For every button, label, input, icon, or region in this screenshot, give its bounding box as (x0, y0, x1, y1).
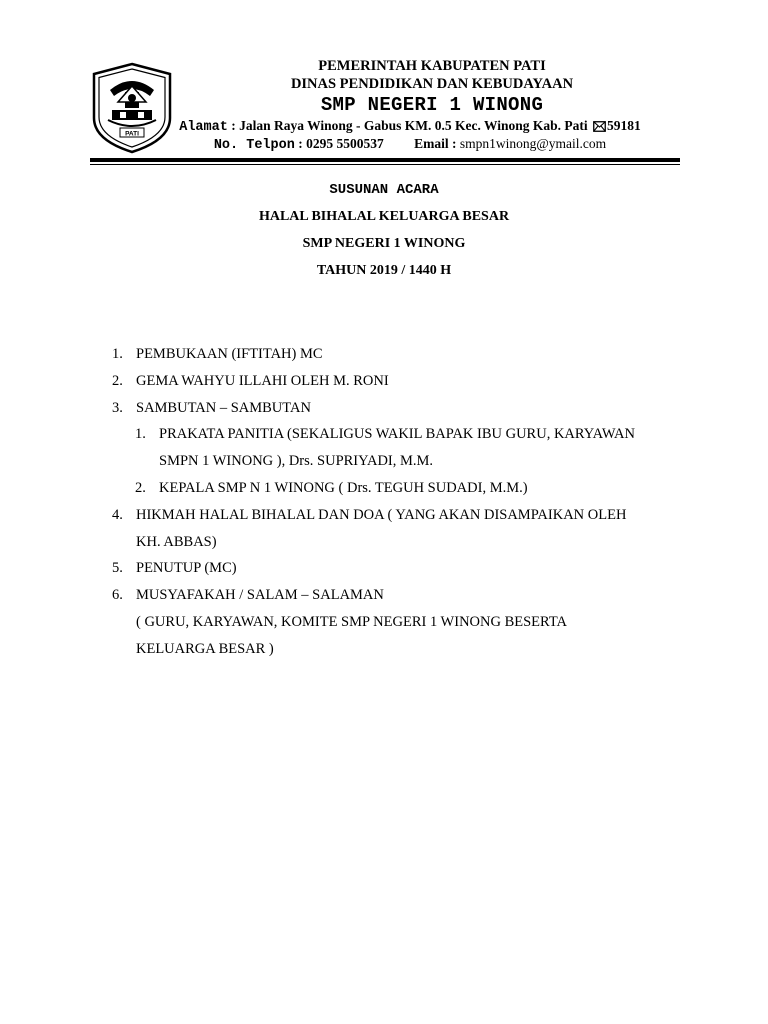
agenda-item-text: HIKMAH HALAL BIHALAL DAN DOA ( YANG AKAN DISAMPAIKAN OLEH (136, 506, 627, 523)
agenda-item-continuation (112, 636, 692, 663)
letterhead-department: DINAS PENDIDIKAN DAN KEBUDAYAAN (290, 76, 574, 92)
letterhead-contact: No. Telpon : 0295 5500537 Email : smpn1winong@ymail.com (213, 136, 607, 153)
agenda-list (112, 341, 692, 663)
agenda-item-number: 1. (112, 346, 123, 362)
envelope-icon (593, 121, 606, 132)
agenda-subitem-text: KEPALA SMP N 1 WINONG ( Drs. TEGUH SUDADI, M.M.) (159, 479, 528, 496)
agenda-item (112, 582, 692, 609)
agenda-item-continuation (112, 609, 692, 636)
agenda-item-text: PEMBUKAAN (IFTITAH) MC (136, 346, 323, 362)
agenda-item-text: GEMA WAHYU ILLAHI OLEH M. RONI (136, 372, 389, 389)
address-text: Jalan Raya Winong - Gabus KM. 0.5 Kec. Winong Kab. Pati (239, 118, 588, 133)
agenda-item (112, 341, 692, 368)
agenda-item-text: MUSYAFAKAH / SALAM – SALAMAN (136, 587, 384, 604)
agenda-item (112, 368, 692, 395)
agenda-item-text: SAMBUTAN – SAMBUTAN (136, 399, 311, 416)
letterhead-divider-thick (90, 158, 680, 162)
logo-text: PATI (125, 130, 139, 138)
email-label: Email (414, 136, 449, 151)
agenda-subitem (112, 421, 692, 448)
agenda-item-text-continued: KH. ABBAS) (136, 533, 217, 550)
agenda-item-number: 5. (112, 560, 123, 577)
agenda-subitem-number: 2. (135, 479, 146, 496)
agenda-item-number: 4. (112, 506, 123, 523)
agenda-item-number: 3. (112, 399, 123, 416)
agenda-item (112, 555, 692, 582)
agenda-item-text-continued: KELUARGA BESAR ) (136, 640, 274, 657)
agenda-item (112, 395, 692, 422)
agenda-item-text: PENUTUP (MC) (136, 560, 237, 577)
event-title: HALAL BIHALAL KELUARGA BESAR (258, 209, 510, 224)
agenda-item (112, 502, 692, 529)
phone-number: 0295 5500537 (306, 136, 384, 151)
agenda-item-continuation (112, 529, 692, 556)
agenda-item-text-continued: ( GURU, KARYAWAN, KOMITE SMP NEGERI 1 WINONG BESERTA (136, 613, 567, 630)
agenda-item-number: 2. (112, 372, 123, 389)
email-address: smpn1winong@ymail.com (459, 136, 607, 151)
event-school: SMP NEGERI 1 WINONG (302, 236, 466, 251)
letterhead-address: Alamat : Jalan Raya Winong - Gabus KM. 0.5 Kec. Winong Kab. Pati 59181 (179, 118, 641, 135)
agenda-subitem-number: 1. (135, 426, 146, 443)
postal-code: 59181 (607, 118, 641, 133)
letterhead-school-name: SMP NEGERI 1 WINONG (320, 94, 544, 116)
address-label: Alamat (179, 120, 228, 135)
letterhead-government: PEMERINTAH KABUPATEN PATI (318, 58, 546, 74)
agenda-subitem-text-continued: SMPN 1 WINONG ), Drs. SUPRIYADI, M.M. (159, 453, 434, 470)
event-year: TAHUN 2019 / 1440 H (316, 263, 452, 278)
document-title: SUSUNAN ACARA (329, 182, 439, 198)
agenda-item-number: 6. (112, 587, 123, 604)
phone-label: No. Telpon (213, 138, 295, 153)
agenda-subitem (112, 475, 692, 502)
agenda-subitem-text: PRAKATA PANITIA (SEKALIGUS WAKIL BAPAK IBU GURU, KARYAWAN (159, 426, 635, 443)
letterhead-divider-thin (90, 164, 680, 165)
agenda-subitem-continuation (112, 448, 692, 475)
